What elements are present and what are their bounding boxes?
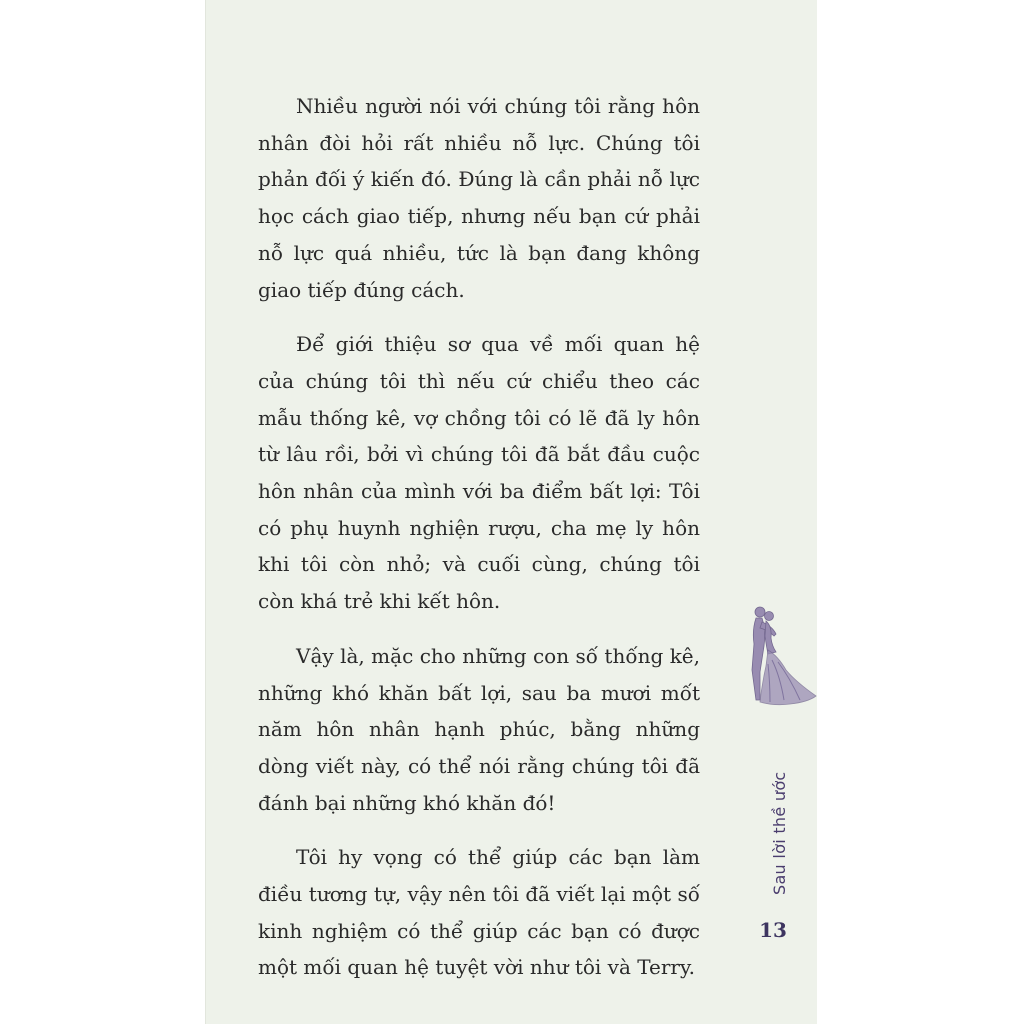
paragraph-3: Vậy là, mặc cho những con số thống kê, những khó khăn bất lợi, sau ba mươi mốt năm hôn nhân hạnh phúc, bằng những dòng viết này, có thể nói rằng chúng tôi đã đánh bại những khó khăn đó! [258,643,700,815]
running-header-book-title: Sau lời thề ước [770,771,789,895]
page-number: 13 [759,918,787,942]
body-text [258,88,700,1004]
dancing-couple-icon [738,600,822,712]
paragraph-1: Nhiều người nói với chúng tôi rằng hôn nhân đòi hỏi rất nhiều nỗ lực. Chúng tôi phản đối ý kiến đó. Đúng là cần phải nỗ lực học cách giao tiếp, nhưng nếu bạn cứ phải nỗ lực quá nhiều, tức là bạn đang không giao tiếp đúng cách. [258,94,700,302]
paragraph-2: Để giới thiệu sơ qua về mối quan hệ của chúng tôi thì nếu cứ chiểu theo các mẫu thống kê, vợ chồng tôi có lẽ đã ly hôn từ lâu rồi, bởi vì chúng tôi đã bắt đầu cuộc hôn nhân của mình với ba điểm bất lợi: Tôi có phụ huynh nghiện rượu, cha mẹ ly hôn khi tôi còn nhỏ; và cuối cùng, chúng tôi còn khá trẻ khi kết hôn. [258,332,700,614]
paragraph-4: Tôi hy vọng có thể giúp các bạn làm điều tương tự, vậy nên tôi đã viết lại một số kinh nghiệm có thể giúp các bạn có được một mối quan hệ tuyệt vời như tôi và Terry. [258,845,700,980]
